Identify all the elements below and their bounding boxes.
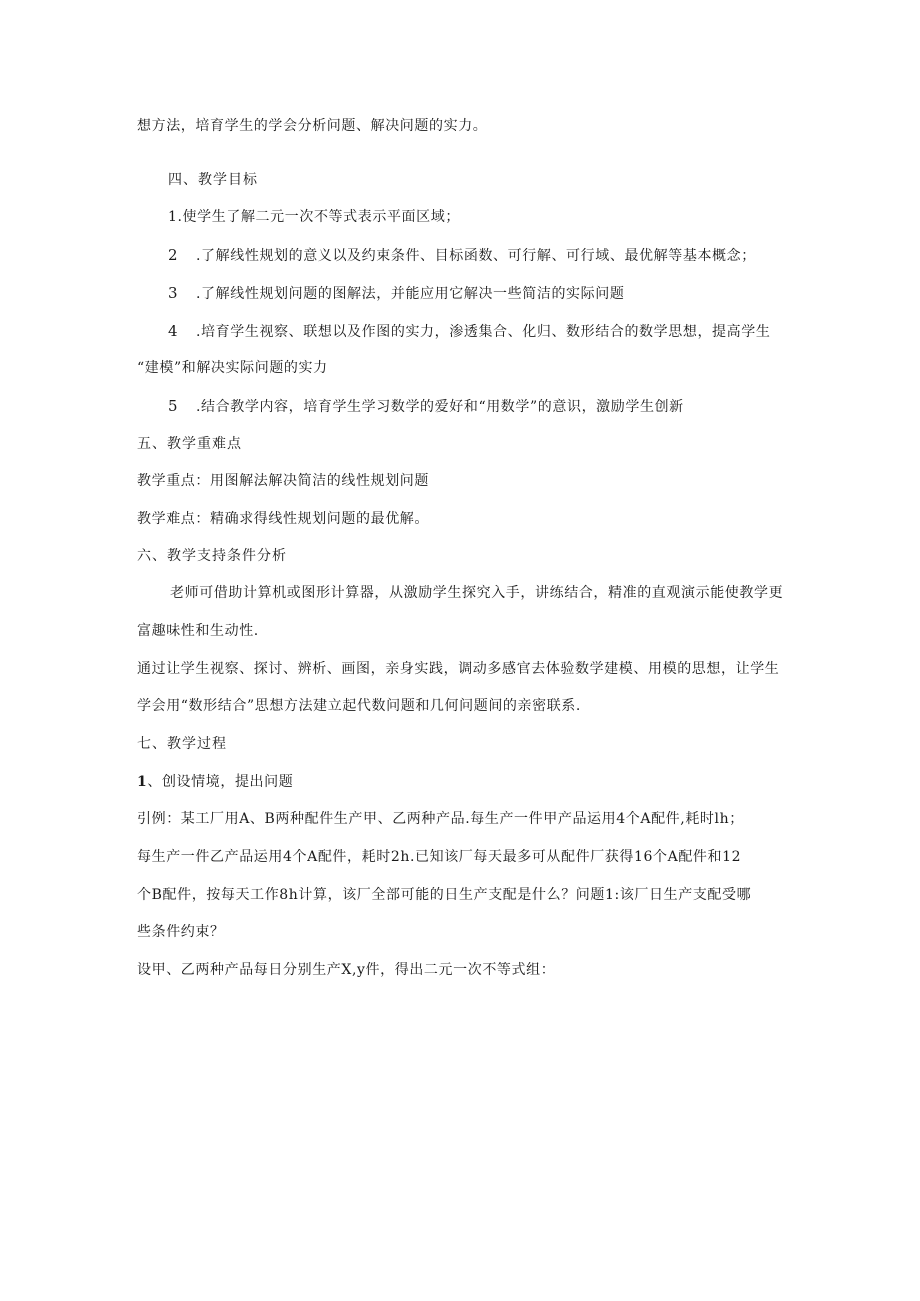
objective-number: 2 <box>168 246 179 264</box>
subsection-title: 、创设情境，提出问题 <box>147 774 294 790</box>
objective-number: 3 <box>168 284 179 302</box>
objective-number: 5 <box>168 397 179 415</box>
objective-item-5 <box>168 397 828 416</box>
objective-text: .培育学生视察、联想以及作图的实力，渗透集合、化归、数形结合的数学思想，提高学生 <box>196 324 771 340</box>
text-line: 个B配件，按每天工作8h计算，该厂全部可能的日生产支配是什么？问题1:该厂日生产支配受哪 <box>137 887 752 903</box>
text-line: 想方法，培育学生的学会分析问题、解决问题的实力。 <box>137 118 488 134</box>
objective-item-4 <box>168 322 828 341</box>
text-line: 设甲、乙两种产品每日分别生产X,y件，得出二元一次不等式组： <box>137 962 556 978</box>
section-heading-key-points: 五、教学重难点 <box>137 436 242 452</box>
section-heading-process: 七、教学过程 <box>137 736 227 752</box>
objective-item-2 <box>168 246 828 265</box>
text-line: 些条件约束？ <box>137 924 225 940</box>
objective-text: .了解线性规划问题的图解法，并能应用它解决一些简洁的实际问题 <box>196 286 625 302</box>
objective-text: .了解线性规划的意义以及约束条件、目标函数、可行解、可行域、最优解等基本概念； <box>196 248 756 264</box>
section-heading-support: 六、教学支持条件分析 <box>137 548 287 564</box>
objective-item-3 <box>168 284 828 303</box>
text-line: 老师可借助计算机或图形计算器，从激励学生探究入手，讲练结合，精准的直观演示能使教学更 <box>170 585 784 601</box>
subsection-heading <box>137 773 797 791</box>
key-point-text: 教学重点：用图解法解决简洁的线性规划问题 <box>137 473 429 489</box>
difficulty-text: 教学难点：精确求得线性规划问题的最优解。 <box>137 511 429 527</box>
text-line: “建模”和解决实际问题的实力 <box>137 360 328 376</box>
objective-number: 4 <box>168 322 179 340</box>
objective-text: .结合教学内容，培育学生学习数学的爱好和“用数学”的意识，激励学生创新 <box>196 399 684 415</box>
text-line: 引例：某工厂用A、B两种配件生产甲、乙两种产品.每生产一件甲产品运用4个A配件,耗时lh； <box>137 811 744 827</box>
text-line: 通过让学生视察、探讨、辨析、画图，亲身实践，调动多感官去体验数学建模、用模的思想，让学生 <box>137 661 780 677</box>
text-line: 富趣味性和生动性. <box>137 623 259 639</box>
subsection-number: 1 <box>137 774 148 790</box>
objective-item-1: 1.使学生了解二元一次不等式表示平面区域； <box>168 209 460 225</box>
section-heading-objectives: 四、教学目标 <box>168 172 258 188</box>
text-line: 每生产一件乙产品运用4个A配件，耗时2h.已知该厂每天最多可从配件厂获得16个A配件和12 <box>137 849 742 865</box>
text-line: 学会用“数形结合”思想方法建立起代数问题和几何问题间的亲密联系. <box>137 698 581 714</box>
